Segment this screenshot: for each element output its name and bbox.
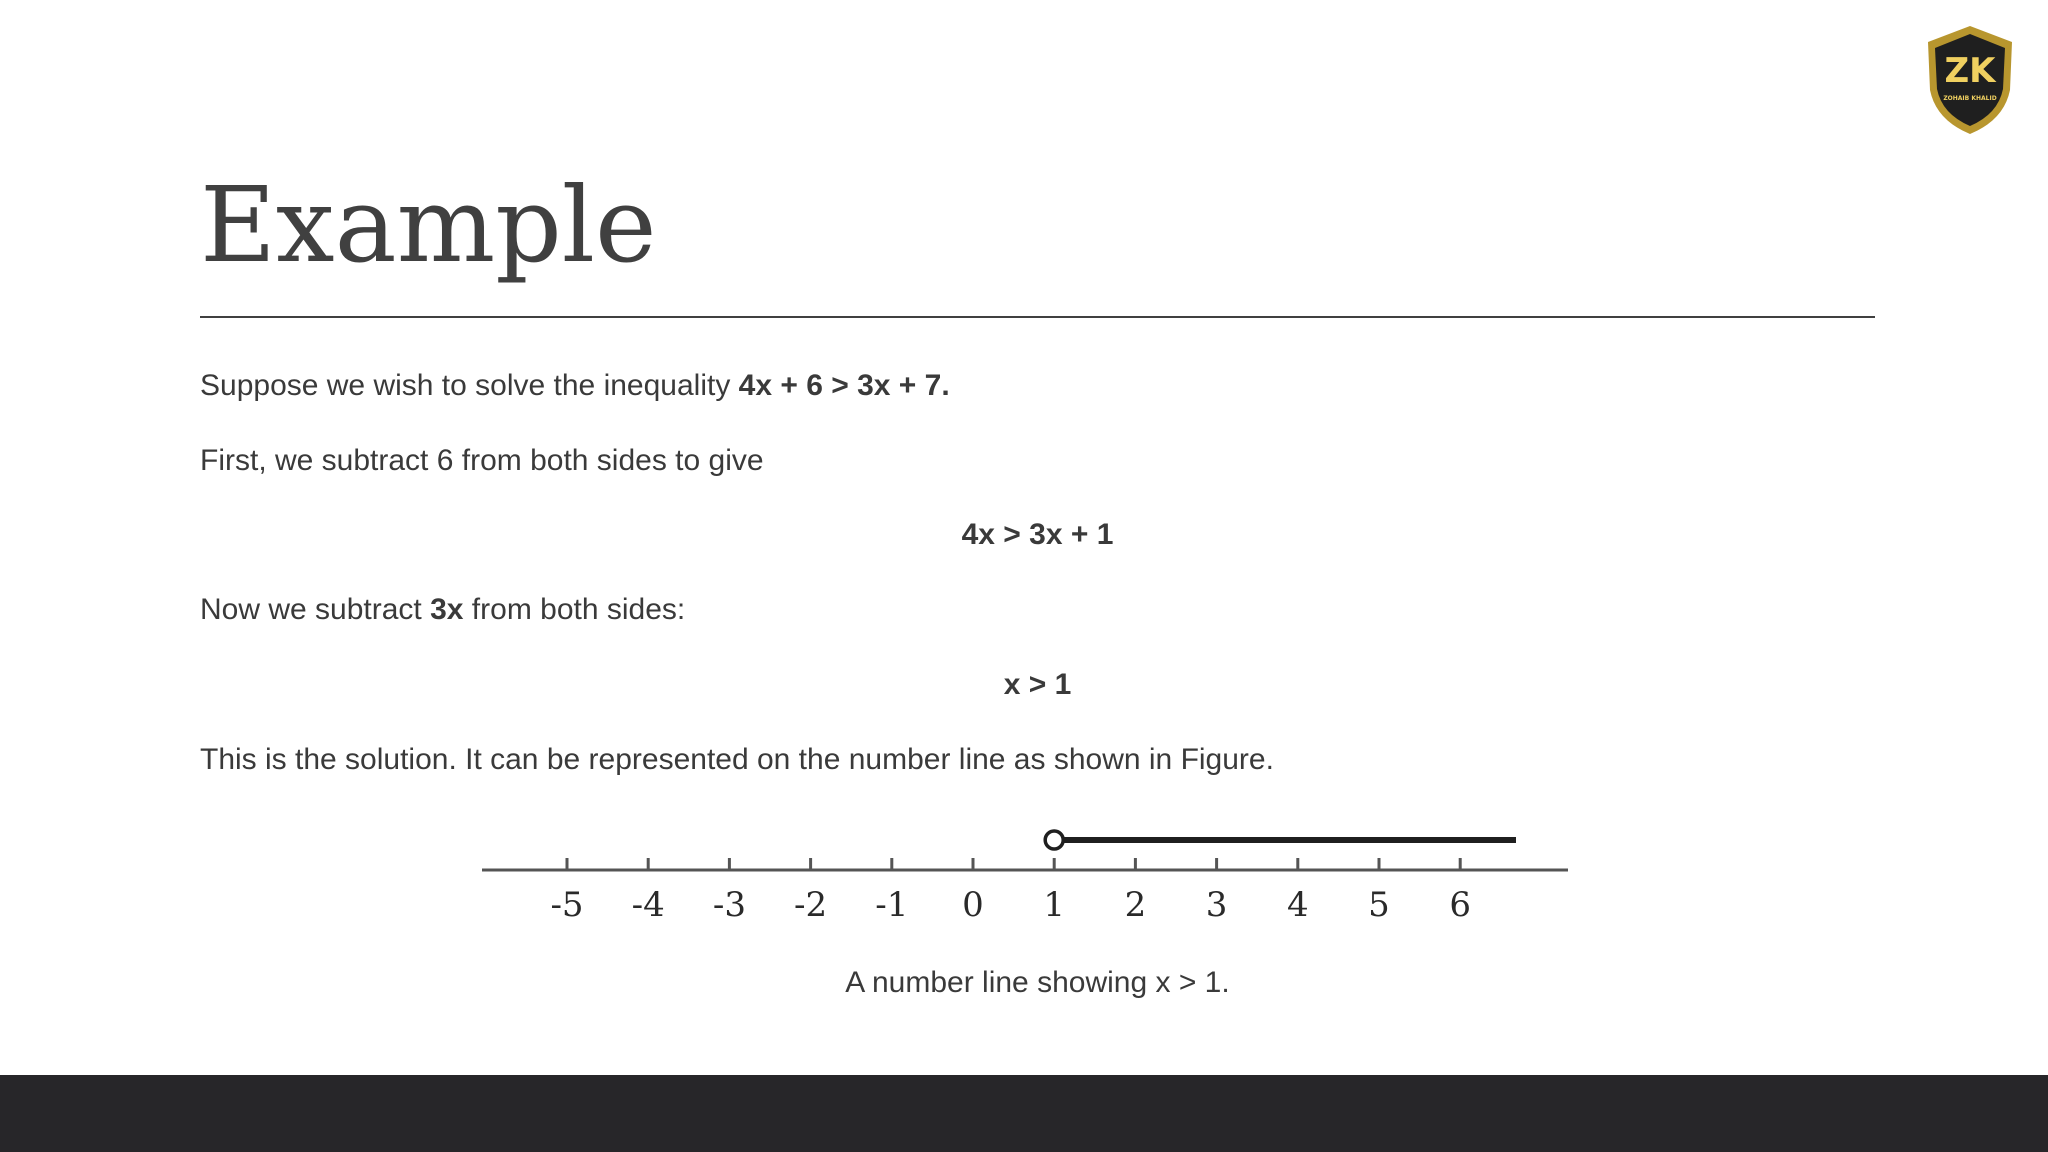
tick-label: -1 <box>875 885 909 925</box>
paragraph-3-after: from both sides: <box>463 593 686 626</box>
logo-subtext: ZOHAIB KHALID <box>1943 95 1997 102</box>
paragraph-3-before: Now we subtract <box>200 593 431 626</box>
slide-title: Example <box>200 164 657 286</box>
tick-label: -2 <box>794 885 828 925</box>
tick-label: 6 <box>1449 885 1472 925</box>
paragraph-3-bold: 3x <box>430 593 464 626</box>
open-circle-endpoint <box>1045 831 1063 849</box>
tick-label: 1 <box>1043 885 1066 925</box>
logo <box>1924 24 2016 136</box>
tick-label: 5 <box>1368 885 1390 925</box>
tick-label: 2 <box>1124 885 1147 925</box>
number-line-figure <box>470 818 1580 938</box>
equation-1: 4x > 3x + 1 <box>961 518 1114 551</box>
tick-label: -3 <box>712 885 746 925</box>
paragraph-4: This is the solution. It can be represented on the number line as shown in Figure. <box>200 743 1274 776</box>
tick-label: 4 <box>1286 885 1309 925</box>
tick-label: -4 <box>631 885 665 925</box>
footer-band <box>0 1075 2048 1152</box>
tick-label: 0 <box>962 885 984 925</box>
logo-letters: ZK <box>1944 51 1996 91</box>
number-line <box>470 818 1580 938</box>
equation-2: x > 1 <box>1003 668 1072 701</box>
tick-label: -5 <box>550 885 584 925</box>
paragraph-1-inequality: 4x + 6 > 3x + 7. <box>738 369 950 402</box>
paragraph-1 <box>200 366 950 406</box>
figure-caption: A number line showing x > 1. <box>845 966 1230 999</box>
shield-logo-icon <box>1924 24 2016 136</box>
paragraph-1-text: Suppose we wish to solve the inequality <box>200 369 739 402</box>
paragraph-3 <box>200 590 685 630</box>
title-divider <box>200 316 1875 318</box>
paragraph-2: First, we subtract 6 from both sides to give <box>200 444 764 477</box>
tick-label: 3 <box>1205 885 1228 925</box>
